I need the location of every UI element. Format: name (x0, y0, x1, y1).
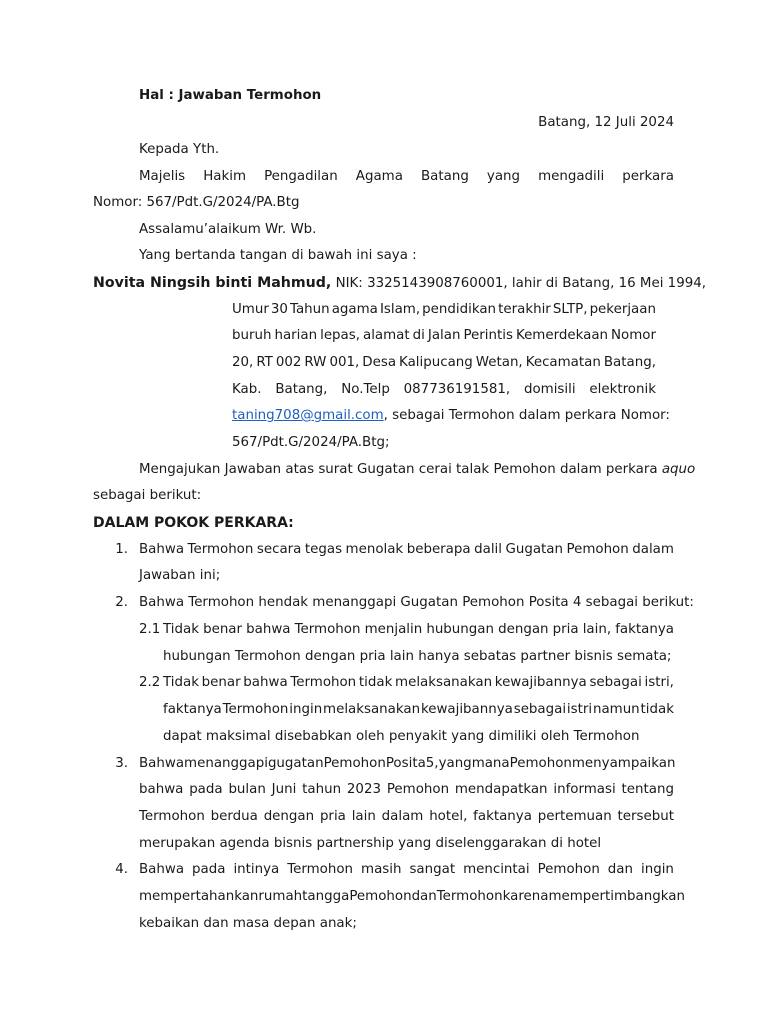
submission-line-1: Mengajukan Jawaban atas surat Gugatan cerai talak Pemohon dalam perkara aquo (139, 462, 696, 477)
party-line-5: Kab. Batang, No.Telp 087736191581, domisili elektronik (232, 382, 656, 397)
email-link[interactable]: taning708@gmail.com (232, 408, 384, 423)
party-line-2: Umur 30 Tahun agama Islam, pendidikan terakhir SLTP, pekerjaan (232, 302, 656, 317)
party-nik: NIK: 3325143908760001, lahir di Batang, 16 Mei 1994, (335, 276, 707, 291)
party-line-3: buruh harian lepas, alamat di Jalan Perintis Kemerdekaan Nomor (232, 328, 656, 343)
item-number: 4. (115, 862, 128, 877)
subitem-number: 2.1 (139, 622, 161, 637)
subitem-2-2-line-2: faktanya Termohon ingin melaksanakan kewajibannya sebagai istri namun tidak (163, 702, 674, 717)
item-number: 2. (115, 595, 128, 610)
party-line-6-rest: , sebagai Termohon dalam perkara Nomor: (383, 408, 670, 423)
item-3-line-3: Termohon berdua dengan pria lain dalam hotel, faktanya pertemuan tersebut (139, 809, 674, 824)
item-3-line-1: Bahwa menanggapi gugatan Pemohon Posita 5, yang mana Pemohon menyampaikan (139, 756, 676, 771)
subitem-2-2-line-3: dapat maksimal disebabkan oleh penyakit yang dimiliki oleh Termohon (163, 729, 640, 744)
place-date: Batang, 12 Juli 2024 (538, 115, 674, 130)
intro-line: Yang bertanda tangan di bawah ini saya : (139, 248, 417, 263)
item-2-line-1: Bahwa Termohon hendak menanggapi Gugatan Pemohon Posita 4 sebagai berikut: (139, 595, 694, 610)
item-4-line-3: kebaikan dan masa depan anak; (139, 916, 357, 931)
item-3-line-2: bahwa pada bulan Juni tahun 2023 Pemohon mendapatkan informasi tentang (139, 782, 674, 797)
party-name: Novita Ningsih binti Mahmud, (93, 275, 332, 291)
subject-line: Hal : Jawaban Termohon (139, 88, 322, 103)
section-heading: DALAM POKOK PERKARA: (93, 515, 294, 531)
item-4-line-1: Bahwa pada intinya Termohon masih sangat mencintai Pemohon dan ingin (139, 862, 674, 877)
item-4-line-2: mempertahankan rumah tangga Pemohon dan Termohon karena mempertimbangkan (139, 889, 685, 904)
salutation: Assalamu’alaikum Wr. Wb. (139, 222, 317, 237)
party-line-7: 567/Pdt.G/2024/PA.Btg; (232, 435, 390, 450)
party-line-1 (93, 274, 706, 293)
addressee-line-1: Majelis Hakim Pengadilan Agama Batang yang mengadili perkara (139, 169, 674, 184)
aquo-term: aquo (661, 462, 696, 477)
subitem-number: 2.2 (139, 675, 161, 690)
addressee-line-2: Nomor: 567/Pdt.G/2024/PA.Btg (93, 195, 300, 210)
greeting-to: Kepada Yth. (139, 142, 220, 157)
subitem-2-2-line-1: Tidak benar bahwa Termohon tidak melaksanakan kewajibannya sebagai istri, (163, 675, 674, 690)
item-number: 1. (115, 542, 128, 557)
item-1-line-1: Bahwa Termohon secara tegas menolak beberapa dalil Gugatan Pemohon dalam (139, 542, 674, 557)
item-number: 3. (115, 756, 128, 771)
subitem-2-1-line-1: Tidak benar bahwa Termohon menjalin hubungan dengan pria lain, faktanya (163, 622, 674, 637)
submission-line-2: sebagai berikut: (93, 488, 202, 503)
subitem-2-1-line-2: hubungan Termohon dengan pria lain hanya sebatas partner bisnis semata; (163, 649, 672, 664)
item-1-line-2: Jawaban ini; (139, 568, 221, 583)
item-3-line-4: merupakan agenda bisnis partnership yang diselenggarakan di hotel (139, 836, 602, 851)
party-line-6 (232, 407, 670, 425)
party-line-4: 20, RT 002 RW 001, Desa Kalipucang Wetan, Kecamatan Batang, (232, 355, 656, 370)
